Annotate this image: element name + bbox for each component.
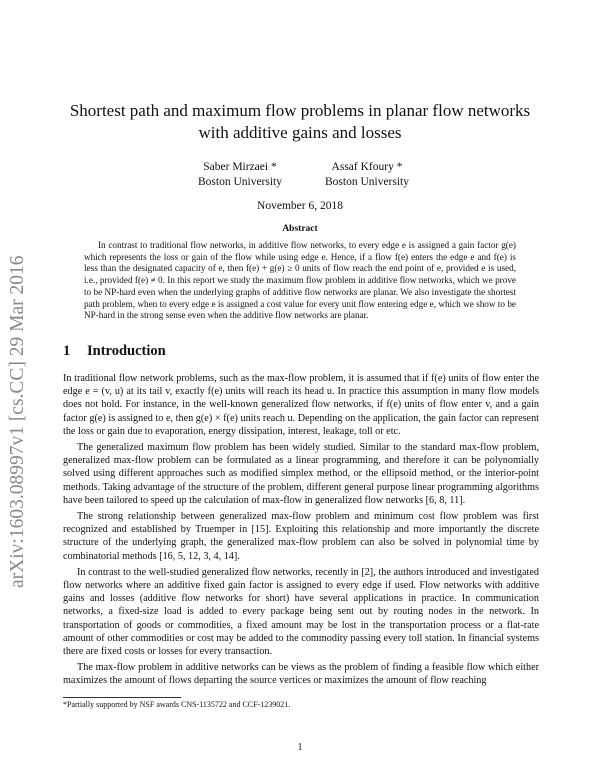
paper-title: Shortest path and maximum flow problems in planar flow networks with additive gains and losses: [69, 101, 531, 142]
paragraph: In contrast to the well-studied generalized flow networks, recently in [2], the authors introduced and investigated flow networks where an additive fixed gain factor is assigned to every edge if used. Flow networks with additive gains and losses (additive flow networks for short) have several applications in practice. In communication networks, a fixed-size load is added to every package being sent out by routing nodes in the network. In transportation of goods or commodities, a fixed amount may be lost in the transportation process or a flat-rate amount of other commodities or cost may be added to the commodity passing every toll station. In financial systems there are fixed costs or losses for every transaction.: [63, 566, 539, 658]
author-2-affiliation: Boston University: [324, 176, 409, 188]
paragraph: The generalized maximum flow problem has been widely studied. Similar to the standard max-flow problem, generalized max-flow problem can be formulated as a linear programming, and therefore it can be polynomially solved using different approaches such as modified simplex method, or the ellipsoid method, or the interior-point methods. Taking advantage of the structure of the problem, different general purpose linear programming algorithms have been tailored to speed up the calculation of max-flow in generalized flow networks [6, 8, 11].: [63, 442, 539, 506]
paragraph: The strong relationship between generalized max-flow problem and minimum cost flow problem was first recognized and established by Truemper in [15]. Exploiting this relationship and more importantly the discrete structure of the underlying graph, the generalized max-flow problem can also be solved in polynomial time by combinatorial methods [16, 5, 12, 3, 4, 14].: [63, 511, 539, 562]
paragraph: The max-flow problem in additive networks can be views as the problem of finding a feasible flow which either maximizes the amount of flows departing the source vertices or maximizes the amount of flow reaching: [63, 662, 539, 687]
arxiv-id-text: arXiv:1603.08997v1 [cs.CC] 29 Mar 2016: [7, 255, 28, 588]
footnote: *Partially supported by NSF awards CNS-1135722 and CCF-1239021.: [63, 700, 291, 709]
body-text: [63, 372, 539, 691]
author-1-name: Saber Mirzaei *: [203, 161, 277, 173]
arxiv-identifier: [2, 200, 30, 590]
section-heading: [63, 343, 166, 360]
page-number: 1: [297, 742, 303, 753]
paper-date: November 6, 2018: [257, 200, 343, 212]
footnote-rule: [63, 697, 181, 698]
author-1-affiliation: Boston University: [197, 176, 282, 188]
section-title: Introduction: [87, 343, 166, 359]
abstract-text: In contrast to traditional flow networks, in additive flow networks, to every edge e is assigned a gain factor g(e) which represents the loss or gain of the flow while using edge e. Hence, if a flow f(e) enters the edge e and f(e) is less than the designated capacity of e, then f(e) + g(e) ≥ 0 units of flow reach the end point of e, provided e is used, i.e., provided f(e) ≠ 0. In this report we study the maximum flow problem in additive flow networks, which we prove to be NP-hard even when the underlying graphs of additive flow networks are planar. We also investigate the shortest path problem, when to every edge e is assigned a cost value for every unit flow entering edge e, which we show to be NP-hard in the strong sense even when the additive flow networks are planar.: [84, 240, 516, 321]
paragraph: In traditional flow network problems, such as the max-flow problem, it is assumed that if f(e) units of flow enter the edge e = (v, u) at its tail v, exactly f(e) units will reach its head u. In practice this assumption in many flow models does not hold. For instance, in the well-known generalized flow networks, if f(e) units of flow enter v, and a gain factor g(e) is assigned to e, then g(e) × f(e) units reach u. Depending on the application, the gain factor can represent the loss or gain due to evaporation, energy dissipation, interest, leakage, toll or etc.: [63, 373, 539, 437]
author-2: [287, 160, 447, 190]
section-number: 1: [63, 343, 71, 359]
abstract-heading: Abstract: [282, 224, 318, 234]
author-2-name: Assaf Kfoury *: [331, 161, 403, 173]
